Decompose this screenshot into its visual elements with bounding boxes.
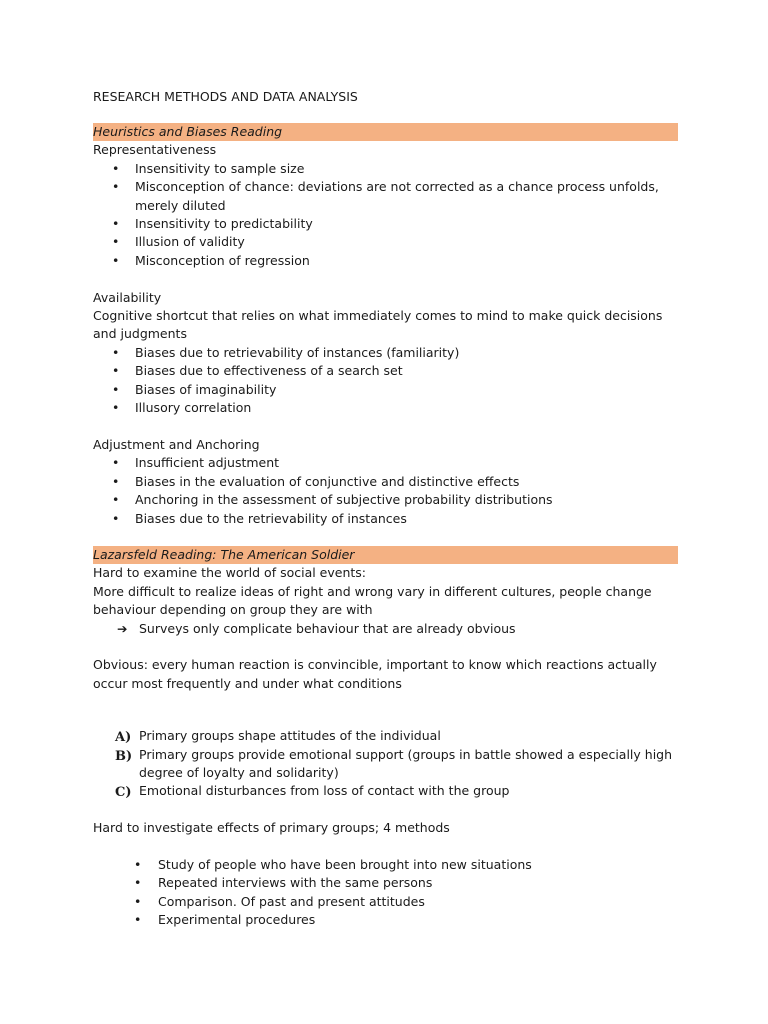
item-text: Primary groups shape attitudes of the individual xyxy=(139,728,441,744)
list-item: • Study of people who have been brought into new situations xyxy=(93,856,678,874)
list-item: • Misconception of chance: deviations are not corrected as a chance process unfolds, merely diluted xyxy=(93,178,678,215)
subheading-availability: Availability xyxy=(93,289,162,305)
spacer xyxy=(93,417,678,435)
spacer xyxy=(93,528,678,546)
lettered-item-a xyxy=(93,727,678,745)
list-item: • Insensitivity to sample size xyxy=(93,160,678,178)
lazarsfeld-difficulty: More difficult to realize ideas of right and wrong vary in different cultures, people change behaviour depending on group they are with xyxy=(93,583,652,618)
arrow-right-icon: ➔ xyxy=(117,620,128,636)
lettered-list xyxy=(93,727,678,801)
spacer xyxy=(93,270,678,288)
list-item: • Illusion of validity xyxy=(93,233,678,251)
list-item: • Anchoring in the assessment of subjective probability distributions xyxy=(93,491,678,509)
obvious-paragraph: Obvious: every human reaction is convincible, important to know which reactions actually occur most frequently and under what conditions xyxy=(93,657,657,691)
list-item: • Biases due to effectiveness of a search set xyxy=(93,362,678,380)
availability-list xyxy=(93,344,678,418)
spacer xyxy=(93,801,678,819)
subheading-representativeness: Representativeness xyxy=(93,142,217,158)
list-item: • Biases due to retrievability of instances (familiarity) xyxy=(93,344,678,362)
methods-list xyxy=(93,856,678,930)
item-text: Primary groups provide emotional support (groups in battle showed a especially high degree of loyalty and solidarity) xyxy=(139,746,673,780)
spacer xyxy=(93,693,678,727)
list-item: • Biases in the evaluation of conjunctive and distinctive effects xyxy=(93,473,678,491)
item-letter: C) xyxy=(115,785,132,801)
availability-description: Cognitive shortcut that relies on what immediately comes to mind to make quick decisions and judgments xyxy=(93,308,663,342)
representativeness-list xyxy=(93,160,678,270)
methods-intro: Hard to investigate effects of primary groups; 4 methods xyxy=(93,820,450,836)
item-letter: B) xyxy=(115,748,133,764)
list-item: • Misconception of regression xyxy=(93,252,678,270)
spacer xyxy=(93,838,678,856)
section-heading-lazarsfeld: Lazarsfeld Reading: The American Soldier xyxy=(93,546,678,564)
list-item: • Repeated interviews with the same persons xyxy=(93,874,678,892)
item-text: Emotional disturbances from loss of contact with the group xyxy=(139,783,510,799)
anchoring-list xyxy=(93,454,678,528)
document-title: RESEARCH METHODS AND DATA ANALYSIS xyxy=(93,89,358,104)
lettered-item-c xyxy=(93,782,678,800)
list-item: • Comparison. Of past and present attitudes xyxy=(93,893,678,911)
lazarsfeld-intro: Hard to examine the world of social events: xyxy=(93,565,367,581)
list-item: • Insensitivity to predictability xyxy=(93,215,678,233)
arrow-list-item xyxy=(93,620,678,638)
document-body xyxy=(93,88,678,930)
item-letter: A) xyxy=(115,730,132,746)
list-item: • Biases due to the retrievability of instances xyxy=(93,510,678,528)
section-heading-heuristics: Heuristics and Biases Reading xyxy=(93,123,678,141)
lettered-item-b xyxy=(93,746,678,783)
list-item: • Biases of imaginability xyxy=(93,381,678,399)
arrow-item-text: Surveys only complicate behaviour that are already obvious xyxy=(139,620,516,636)
list-item: • Experimental procedures xyxy=(93,911,678,929)
spacer xyxy=(93,638,678,656)
list-item: • Insufficient adjustment xyxy=(93,454,678,472)
list-item: • Illusory correlation xyxy=(93,399,678,417)
subheading-anchoring: Adjustment and Anchoring xyxy=(93,436,260,452)
